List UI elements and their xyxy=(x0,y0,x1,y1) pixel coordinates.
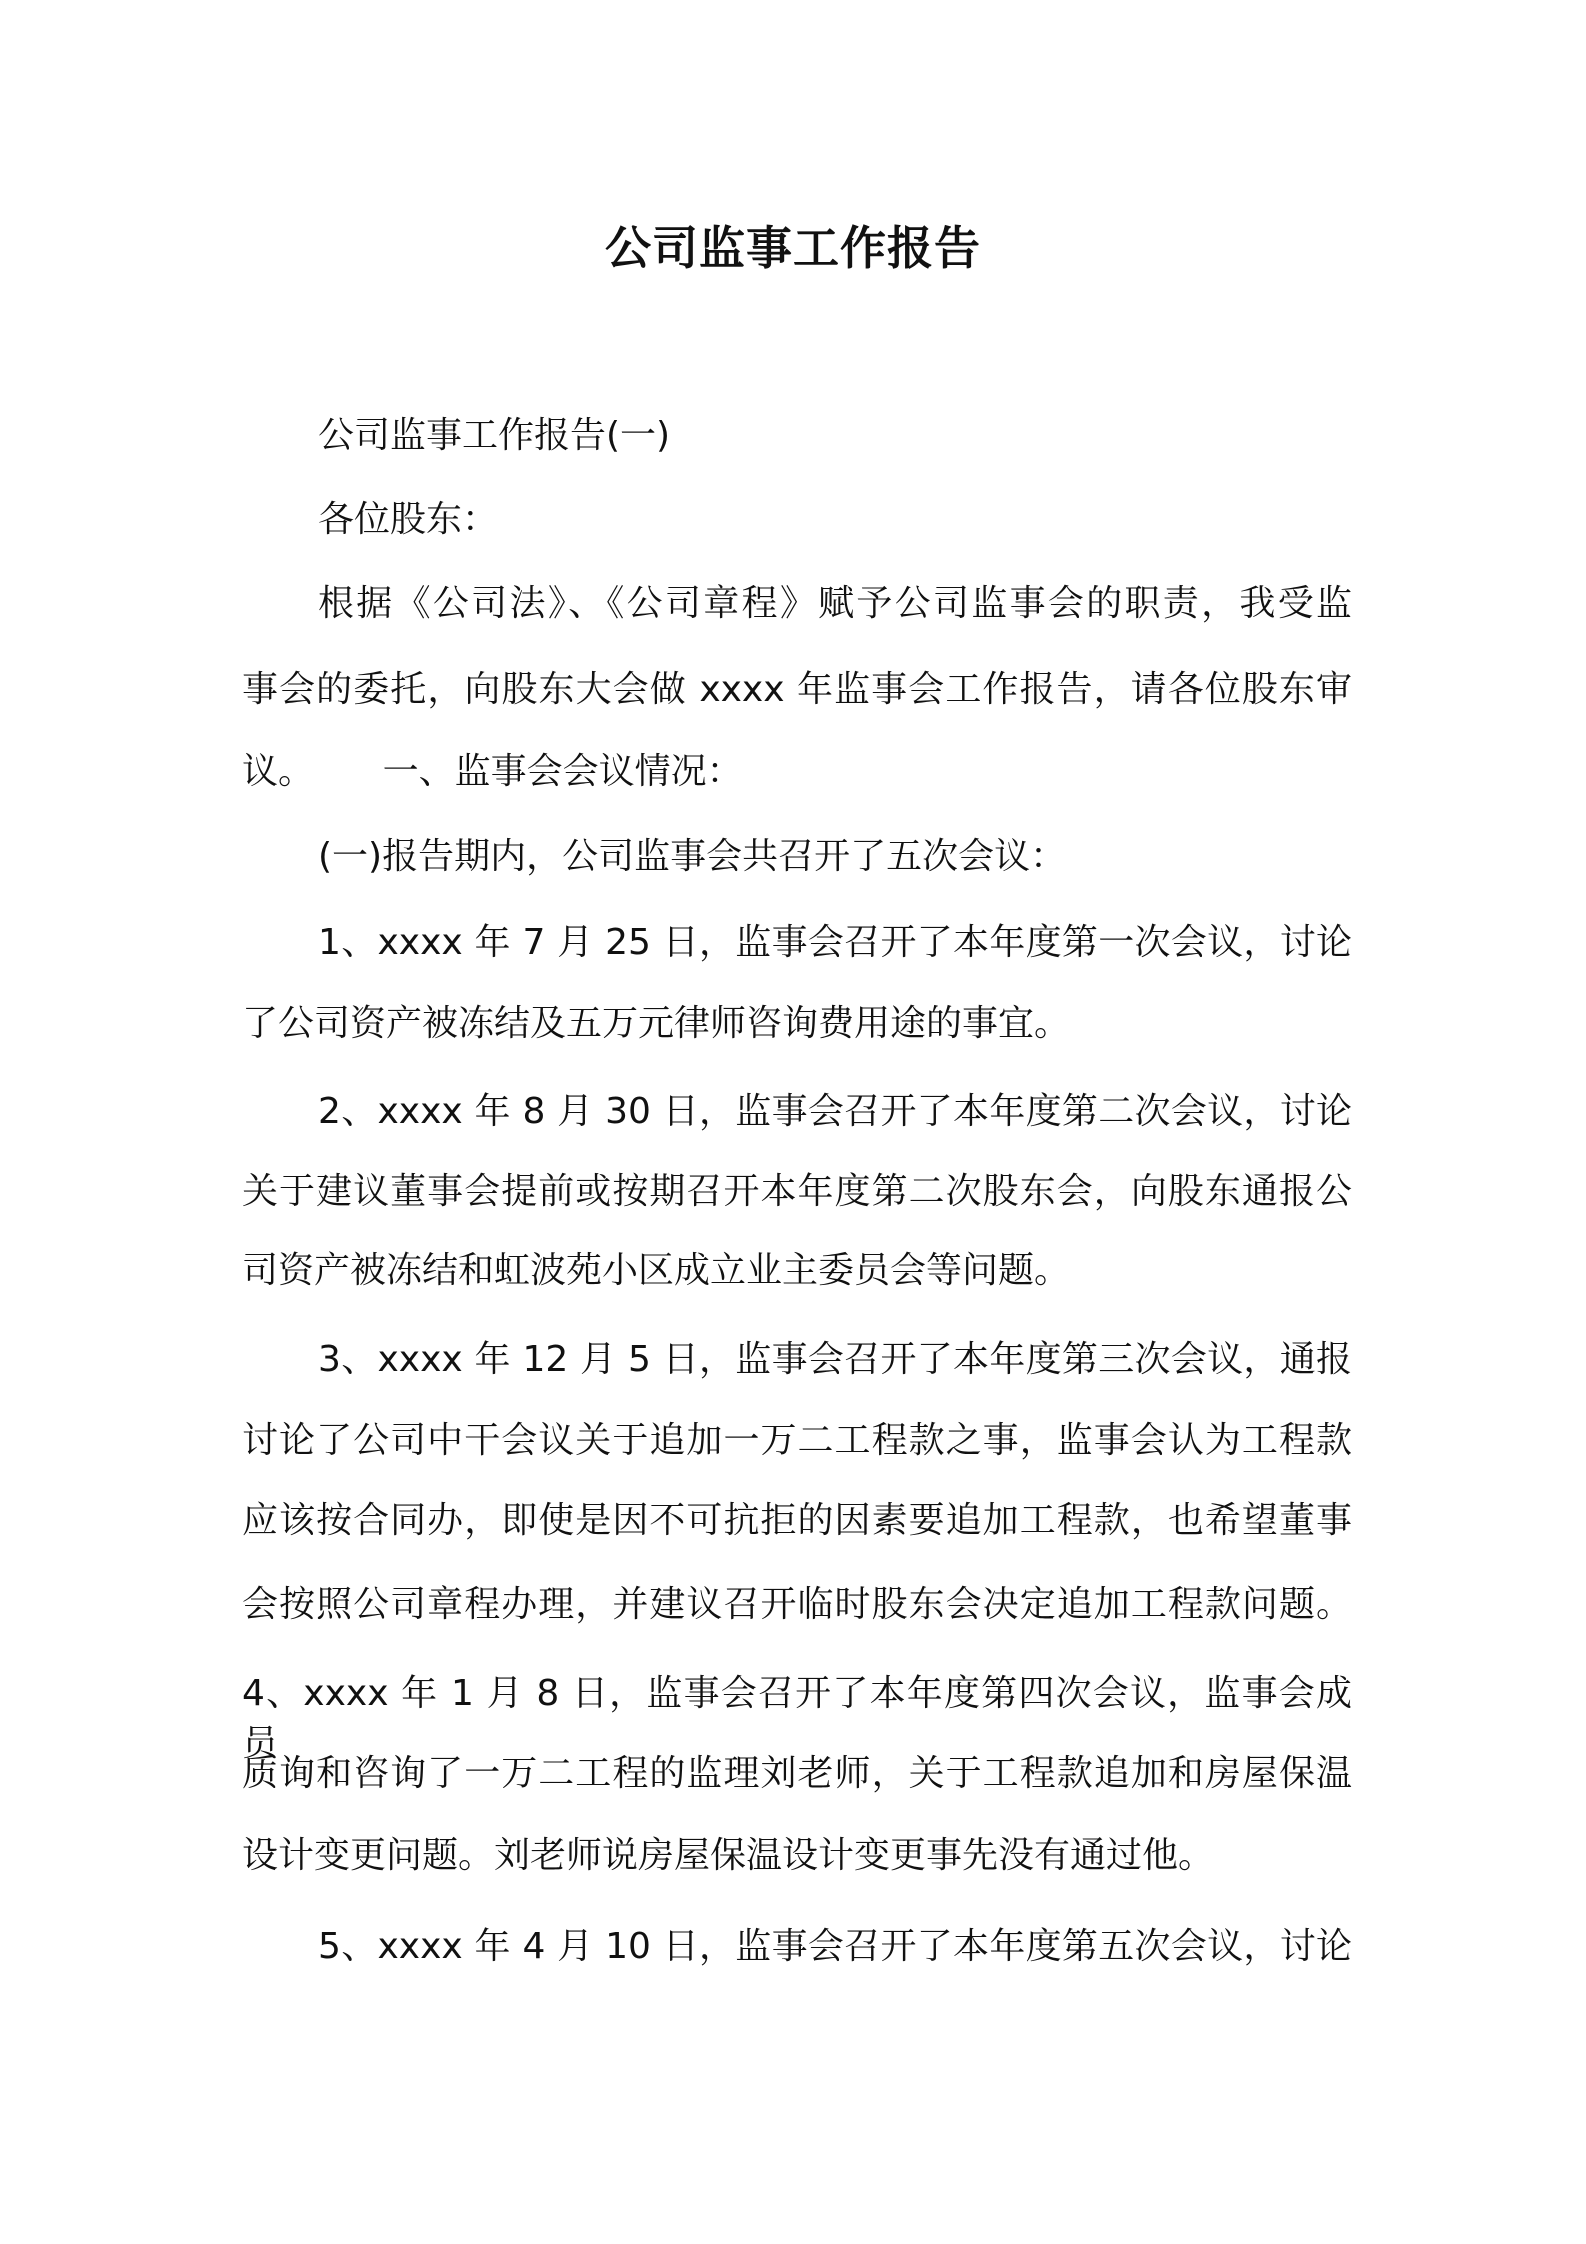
paragraph-line: 2、xxxx 年 8 月 30 日，监事会召开了本年度第二次会议，讨论 xyxy=(318,1091,1352,1132)
document-title: 公司监事工作报告 xyxy=(605,221,981,275)
paragraph-line: 4、xxxx 年 1 月 8 日，监事会召开了本年度第四次会议，监事会成员 xyxy=(242,1673,1352,1764)
paragraph-line: (一)报告期内，公司监事会共召开了五次会议： xyxy=(318,836,1067,877)
salutation: 各位股东： xyxy=(318,499,499,540)
paragraph-line: 事会的委托，向股东大会做 xxxx 年监事会工作报告，请各位股东审 xyxy=(242,669,1352,710)
paragraph-line: 3、xxxx 年 12 月 5 日，监事会召开了本年度第三次会议，通报 xyxy=(318,1339,1352,1380)
paragraph-line: 根据《公司法》、《公司章程》赋予公司监事会的职责，我受监 xyxy=(318,583,1352,624)
paragraph-line: 应该按合同办，即使是因不可抗拒的因素要追加工程款，也希望董事 xyxy=(242,1500,1352,1541)
report-subtitle: 公司监事工作报告(一) xyxy=(318,415,671,456)
paragraph-line: 设计变更问题。刘老师说房屋保温设计变更事先没有通过他。 xyxy=(242,1835,1215,1876)
paragraph-line: 了公司资产被冻结及五万元律师咨询费用途的事宜。 xyxy=(242,1003,1071,1044)
paragraph-line: 司资产被冻结和虹波苑小区成立业主委员会等问题。 xyxy=(242,1250,1071,1291)
paragraph-line: 5、xxxx 年 4 月 10 日，监事会召开了本年度第五次会议，讨论 xyxy=(318,1926,1352,1967)
paragraph-line: 1、xxxx 年 7 月 25 日，监事会召开了本年度第一次会议，讨论 xyxy=(318,922,1352,963)
paragraph-line: 会按照公司章程办理，并建议召开临时股东会决定追加工程款问题。 xyxy=(242,1584,1352,1625)
paragraph-line: 关于建议董事会提前或按期召开本年度第二次股东会，向股东通报公 xyxy=(242,1171,1352,1212)
section-heading-line: 议。 一、监事会会议情况： xyxy=(242,751,743,792)
paragraph-line: 质询和咨询了一万二工程的监理刘老师，关于工程款追加和房屋保温 xyxy=(242,1753,1352,1794)
paragraph-line: 讨论了公司中干会议关于追加一万二工程款之事，监事会认为工程款 xyxy=(242,1420,1352,1461)
